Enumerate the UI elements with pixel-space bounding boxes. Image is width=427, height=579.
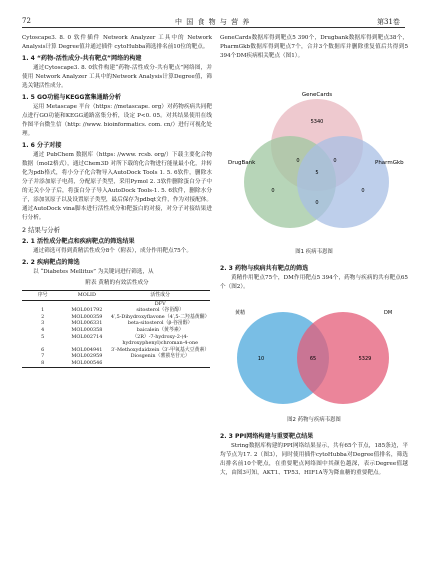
venn1-label-pharmgkb: PharmGkb [375,160,404,166]
section-heading: 1. 4 “药物-活性成分-共有靶点”网络的构建 [22,55,142,62]
section-heading: 2 结果与分析 [22,226,61,234]
venn2-count: 65 [309,356,317,362]
table-cell: MOL000358 [71,326,103,333]
paragraph: 通过Cytoscape3. 8. 0软件构建“药物-活性成分-共有靶点”网络图，并使用 Network Analyzer 工具中的Network Analysis计算Degree值，筛选关键活性成分。 [22,65,212,89]
section-heading: 2. 1 活性成分靶点和疾病靶点的筛选结果 [22,238,135,245]
table-cell: baicalein（黄芩素） [136,326,184,333]
paragraph: 黄精作用靶点75个，DM作用靶点5 394个，药物与疾病的共有靶点65个（图2）。 [220,275,408,290]
table-cell: MOL000546 [63,360,110,367]
section-heading: 2. 3 PPI网络构建与重要靶点结果 [220,433,314,440]
table-cell: MOL002959 [71,353,103,360]
venn1-count: 5340 [310,119,324,125]
table-cell: 4′,5-Dihydroxyflavone（4′,5-二羟基黄酮） [110,313,210,320]
table-row [22,360,210,367]
section-heading: 1. 5 GO功能与KEGG富集通路分析 [22,94,121,101]
table-cell [22,300,63,307]
venn1-count: 0 [333,158,337,164]
section-heading: 2. 2 疾病靶点的筛选 [22,259,80,266]
paragraph: Cytoscape3. 8. 0 软件插件 Network Analyzer 工具中的 Network Analysis计算 Degree值并通过插件 cytoHubba筛选排名前10位的靶点。 [22,35,212,50]
paragraph: 运用 Metascape 平台（https: //metascape. org）对药物疾病共同靶点进行GO功能和KEGG通路富集分析，设定 P<0. 05。对其结果使用在线作图平台微生信（http: //www. bioinformatics. com. cn/）进行可视化处理。 [22,104,212,137]
figure-caption: 图1 疾病韦恩图 [295,249,333,255]
venn2-count: 10 [257,356,265,362]
right-column-mid [220,262,408,292]
table-cell: 2 [41,313,45,320]
table-cell: MOL004941 [71,346,103,353]
table-cell: 4 [41,326,45,333]
table-cell: 1 [41,307,45,314]
figure-caption: 图2 药物与疾病韦恩图 [287,417,341,423]
right-column [220,34,408,61]
table-cell: 7 [41,353,45,360]
venn1-set-pharmgkb [297,136,389,228]
paragraph: 通过 PubChem 数据库（https: //www. rcsb. org/）下载主要化合物数据（mol2格式），通过Chem3D 对所下载的化合物进行能量最小化，并转化为pdb格式，将小分子化合物导入AutoDock Tools 1. 5. 6软件，删除水分子并添加原子电荷，分配原子类型，采用Pymol 2. 3软件删除蛋白分子中的无关小分子后，将蛋白分子导入AutoDock Tools-1. 5. 6软件，删除水分子，添加氢原子以及设置原子类型，最后保存为pdbqt文件，作为对接配体。通过AutoDock vina脚本进行活性成分和靶蛋白的对接，对分子对接结果进行分析。 [22,152,212,221]
table-row [22,320,210,327]
table-cell: 8 [22,360,63,367]
table-cell: sitosterol（谷甾醇） [136,307,184,314]
paragraph: 通过筛选可得到黄精活性成分8个（附表），成分作用靶点75个。 [33,248,192,254]
table-cell: （2R）-7-hydroxy-2-(4-hydroxyphenyl)chroman-4-one [122,333,199,347]
table-row [22,307,210,314]
section-heading: 2. 3 药物与疾病共有靶点的筛选 [220,265,309,272]
header-rule [22,27,405,28]
table-cell: 6 [41,346,45,353]
journal-title: 中 国 食 物 与 营 养 [175,18,251,26]
table-cell [110,360,210,367]
venn1-count: 0 [361,188,365,194]
section-heading: 1. 6 分子对接 [22,142,62,149]
ingredient-table [22,290,210,368]
table-cell: DFV [154,300,166,307]
venn2-label-dm: DM [384,310,393,316]
table-cell: MOL001792 [71,307,103,314]
venn1-label-drugbank: DrugBank [228,160,256,166]
venn1-label-genecards: GeneCards [301,92,333,98]
venn2-label-drug: 黄精 [235,310,246,316]
table-header-component: 活性成分 [110,291,210,301]
table-caption: 附表 黄精的有效活性成分 [85,280,149,286]
right-column-bottom [220,430,408,478]
venn1-count: 0 [271,188,275,194]
table-header-index: 序号 [22,291,63,301]
table-cell [63,300,110,307]
table-row [22,327,210,334]
venn1-count: 0 [296,158,300,164]
venn-diagram-drug-disease [225,302,405,410]
venn1-count: 5 [315,170,319,176]
table-row [22,334,210,347]
table-cell: beta-sitosterol（β-谷甾醇） [127,320,193,327]
left-column [22,34,212,368]
paragraph: 以 “Diabetes Mellitus” 为关键词进行筛选，从 [33,269,154,275]
table-cell: MOL000359 [71,313,103,320]
table-row [22,353,210,360]
table-cell: MOL006331 [71,320,103,327]
venn-diagram-disease [225,90,405,240]
table-header-molid: MOLID [63,291,110,301]
venn1-count: 0 [315,200,319,206]
table-cell: MOL002714 [71,333,103,340]
table-cell: Diosgenin（薯蓣皂苷元） [130,353,190,360]
page-number: 72 [22,17,31,25]
table-cell: 3′-Methoxydaidzein（3′-甲氧基大豆黄素） [111,346,210,353]
table-cell: 3 [41,320,45,327]
paragraph: GeneCards数据库得到靶点5 390个，Drugbank数据库得到靶点38个，PharmGkb数据库得到靶点7个，合并3个数据库并删除重复值后共得到5 394个DM疾病相关靶点（图1）。 [220,35,408,59]
paragraph: String数据库构建的PPI网络结果显示，共有65个节点，185条边，平均节点为17. 2（图3），同时使用插件cytoHubba对Degree值排名，筛选出排名前10个靶点，在重要靶点网络图中其颜色越深，表示Degree值越大，由图3可知，AKT1、TP53、HIF1A等为降血糖的重要靶点。 [220,443,408,476]
volume-label: 第31卷 [377,18,400,26]
venn2-count: 5329 [358,356,372,362]
table-cell: 5 [41,333,45,340]
